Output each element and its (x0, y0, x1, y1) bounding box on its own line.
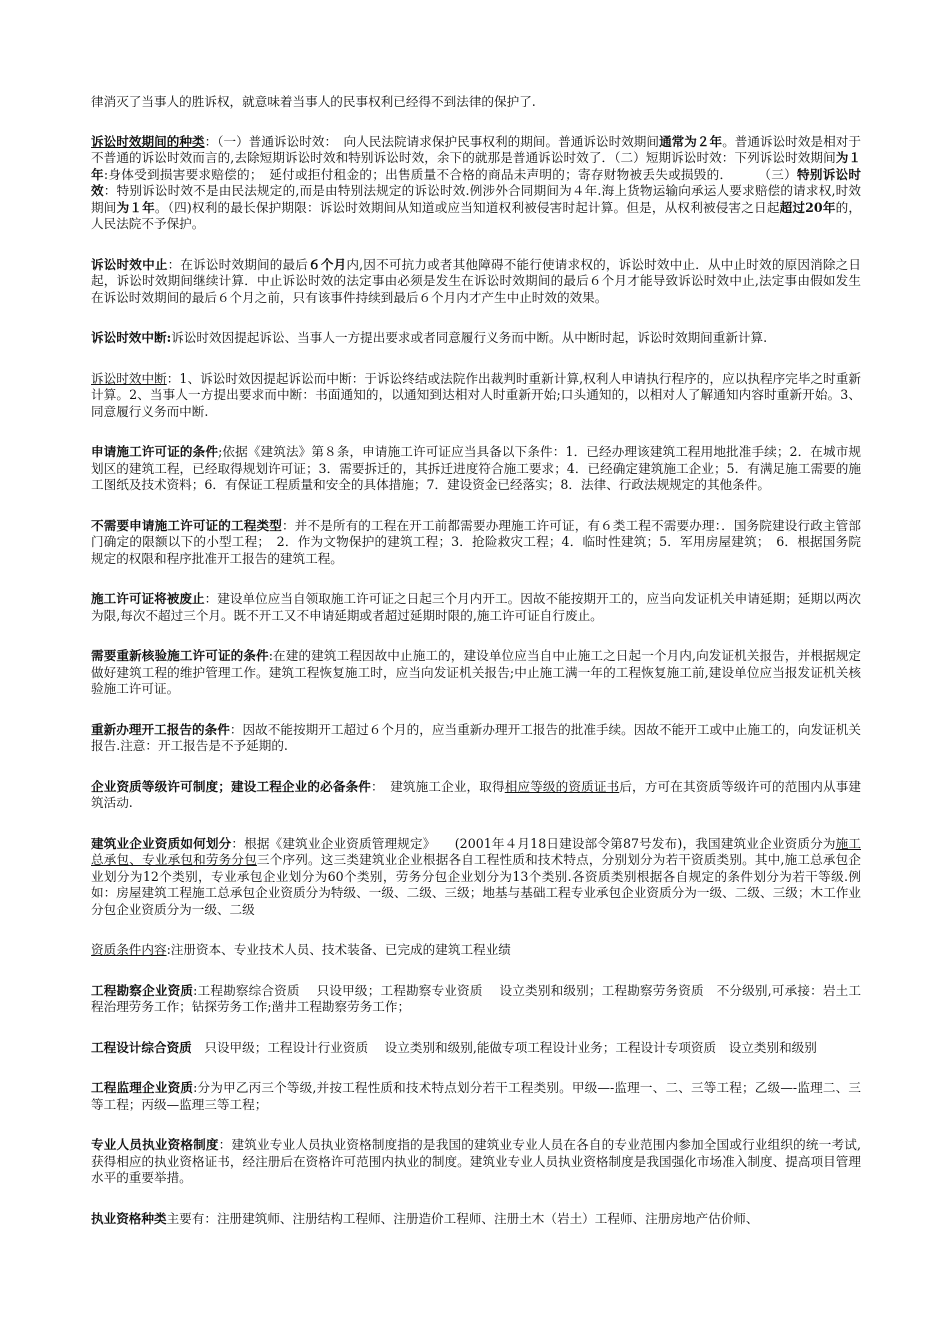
bold-text: ６个月 (308, 256, 347, 272)
paragraph (91, 1080, 861, 1113)
paragraph-heading: 企业资质等级许可制度；建设工程企业的必备条件 (91, 778, 372, 794)
paragraph-text: ：（一）普通诉讼时效： 向人民法院请求保护民事权利的期间。普通诉讼时效期间 (204, 133, 660, 149)
bold-text: 为１年 (91, 150, 861, 182)
paragraph (91, 134, 861, 233)
paragraph (91, 591, 861, 624)
paragraph-heading: 需要重新核验施工许可证的条件 (91, 648, 269, 663)
paragraph-text: 三个序列。这三类建筑业企业根据各自工程性质和技术特点，分别划分为若干资质类别。其中,施工总承包企业划分为12个类别，专业承包企业划分为60个类别，劳务分包企业划分为13个类别.各资质类别根据各自规定的条件划分为若干等级.例如：房屋建筑工程施工总承包企业资质分为特级、一级、二级、三级；地基与基础工程专业承包企业资质分为一级、二级、三级；木工作业分包企业资质分为一级、二级 (91, 852, 861, 917)
paragraph-text: 。普通诉讼时效是相对于不普通的诉讼时效而言的,去除短期诉讼时效和特别诉讼时效，余下的就那是普通诉讼时效了．（二）短期诉讼时效：下列诉讼时效期间 (91, 133, 862, 165)
paragraph-text: :身体受到损害要求赔偿的； 延付或拒付租金的；出售质量不合格的商品未声明的；寄存财物被丢失或损毁的． （三） (103, 166, 797, 182)
paragraph-text: 的，人民法院不予保护。 (91, 199, 862, 231)
underlined-text: 施工总承包、专业承包和劳务分包 (91, 835, 861, 867)
paragraph (91, 1137, 861, 1187)
bold-text: 特别诉讼时效 (91, 166, 862, 198)
paragraph-text: ：建筑业专业人员执业资格制度指的是我国的建筑业专业人员在各自的专业范围内参加全国或行业组织的统一考试,获得相应的执业资格证书，经注册后在资格许可范围内执业的制度。建筑业专业人员执业资格制度是我国强化市场准入制度、提高项目管理水平的重要举措。 (91, 1137, 861, 1185)
paragraph-text: ：建设单位应当自领取施工许可证之日起三个月内开工。因故不能按期开工的，应当向发证机关申请延期；延期以两次为限,每次不超过三个月。既不开工又不申请延期或者超过延期时限的,施工许可证自行废止。 (91, 591, 862, 623)
paragraph-heading: 工程监理企业资质 (91, 1080, 194, 1095)
bold-text: 超过20年 (779, 199, 836, 215)
paragraph-text: 内,因不可抗力或者其他障碍不能行使请求权的，诉讼时效中止．从中止时效的原因消除之日起，诉讼时效期间继续计算．中止诉讼时效的法定事由必须是发生在诉讼时效期间的最后６个月才能导致诉讼时效中止,法定事由假如发生在诉讼时效期间的最后６个月之前，只有该事件持续到最后６个月内才产生中止时效的效果。 (91, 256, 862, 305)
paragraph (91, 1040, 861, 1057)
paragraph-text: 。（四)权利的最长保护期限：诉讼时效期间从知道或应当知道权利被侵害时起计算。但是，从权利被侵害之日起 (154, 199, 780, 215)
underlined-text: 资质条件内容 (91, 942, 167, 957)
paragraph (91, 518, 861, 568)
paragraph (91, 983, 861, 1016)
paragraph-text: ：并不是所有的工程在开工前都需要办理施工许可证，有６类工程不需要办理：．国务院建设行政主管部门确定的限额以下的小型工程； 2．作为文物保护的建筑工程；3．抢险救灾工程；4．临时性建筑；5．军用房屋建筑； 6．根据国务院规定的权限和程序批准开工报告的建筑工程。 (91, 517, 862, 566)
paragraph-text: ;依据《建筑法》第８条，申请施工许可证应当具备以下条件：1．已经办理该建筑工程用地批准手续；2．在城市规划区的建筑工程，已经取得规划许可证；3．需要拆迁的，其拆迁进度符合施工要求；4．已经确定建筑施工企业；5．有满足施工需要的施工图纸及技术资料；6．有保证工程质量和安全的具体措施；7．建设资金已经落实；8．法律、行政法规规定的其他条件。 (91, 444, 861, 492)
paragraph-text: 后，方可在其资质等级许可的范围内从事建筑活动. (91, 778, 862, 810)
paragraph-heading: 专业人员执业资格制度 (91, 1137, 219, 1152)
paragraph-text: :分为甲乙丙三个等级,并按工程性质和技术特点划分若干工程类别。甲级—-监理一、二、三等工程；乙级—-监理二、三等工程；丙级—监理三等工程； (91, 1080, 862, 1112)
paragraph-text: 律消灭了当事人的胜诉权，就意味着当事人的民事权利已经得不到法律的保护了. (91, 94, 536, 109)
paragraph-text: 只设甲级；工程设计行业资质 设立类别和级别,能做专项工程设计业务；工程设计专项资质 设立类别和级别 (191, 1039, 817, 1055)
paragraph-heading: 申请施工许可证的条件 (91, 444, 219, 459)
paragraph-heading: 不需要申请施工许可证的工程类型 (91, 517, 282, 533)
document-page (91, 94, 861, 1251)
paragraph-heading: 诉讼时效中断: (91, 330, 172, 345)
paragraph (91, 330, 861, 347)
paragraph (91, 1211, 861, 1228)
paragraph-heading: 施工许可证将被废止 (91, 591, 205, 606)
paragraph-text: ：在诉讼时效期间的最后 (167, 256, 309, 272)
paragraph-text: ：因故不能按期开工超过６个月的，应当重新办理开工报告的批准手续。因故不能开工或中止施工的，向发证机关报告.注意：开工报告是不予延期的. (91, 721, 862, 753)
paragraph-text: :在建的建筑工程因故中止施工的，建设单位应当自中止施工之日起一个月内,向发证机关报告，并根据规定做好建筑工程的维护管理工作。建筑工程恢复施工时，应当向发证机关报告;中止施工满一年的工程恢复施工前,建设单位应当报发证机关核验施工许可证。 (91, 648, 861, 696)
paragraph-text: ：1、诉讼时效因提起诉讼而中断：于诉讼终结或法院作出裁判时重新计算,权利人申请执行程序的，应以执程序完毕之时重新计算。2、当事人一方提出要求而中断：书面通知的，以通知到达相对人时重新开始;口头通知的，以相对人了解通知内容时重新开始。3、同意履行义务而中断. (91, 370, 861, 419)
paragraph (91, 257, 861, 307)
paragraph-heading: 建筑业企业资质如何划分 (91, 835, 232, 851)
paragraph (91, 942, 861, 959)
paragraph-heading: 重新办理开工报告的条件 (91, 721, 230, 737)
paragraph-heading: 诉讼时效期间的种类 (91, 133, 205, 149)
underlined-text: 相应等级的资质证书 (504, 778, 620, 794)
paragraph-text: ： 建筑施工企业，取得 (371, 778, 505, 794)
paragraph (91, 444, 861, 494)
paragraph-text: :工程勘察综合资质 只设甲级；工程勘察专业资质 设立类别和级别；工程勘察劳务资质 不分级别,可承接：岩土工程治理劳务工作；钻探劳务工作;凿井工程勘察劳务工作； (91, 982, 861, 1014)
paragraph-text: :注册资本、专业技术人员、技术装备、已完成的建筑工程业绩 (166, 942, 511, 957)
paragraph-text: 诉讼时效因提起诉讼、当事人一方提出要求或者同意履行义务而中断。从中断时起，诉讼时效期间重新计算. (171, 330, 768, 345)
paragraph-text: 主要有：注册建筑师、注册结构工程师、注册造价工程师、注册土木（岩土）工程师、注册房地产估价师、 (166, 1210, 759, 1226)
paragraph-heading: 工程设计综合资质 (91, 1039, 192, 1055)
paragraph (91, 94, 861, 111)
paragraph-heading: 诉讼时效中止 (91, 256, 168, 272)
bold-text: 为１年 (116, 199, 155, 215)
paragraph-heading: 工程勘察企业资质 (91, 982, 194, 998)
bold-text: 通常为２年 (659, 133, 723, 149)
underlined-text: 诉讼时效中断 (91, 370, 167, 386)
paragraph (91, 836, 861, 919)
paragraph (91, 722, 861, 755)
paragraph-text: ：根据《建筑业企业资质管理规定》 (2001年４月18日建设部令第87号发布)，我国建筑业企业资质分为 (231, 835, 836, 851)
paragraph (91, 648, 861, 698)
paragraph-heading: 执业资格种类 (91, 1210, 167, 1226)
paragraph-text: ：特别诉讼时效不是由民法规定的,而是由特别法规定的诉讼时效.例涉外合同期间为４年.海上货物运输向承运人要求赔偿的请求权,时效期间 (91, 183, 862, 215)
paragraph (91, 779, 861, 812)
paragraph (91, 371, 861, 421)
